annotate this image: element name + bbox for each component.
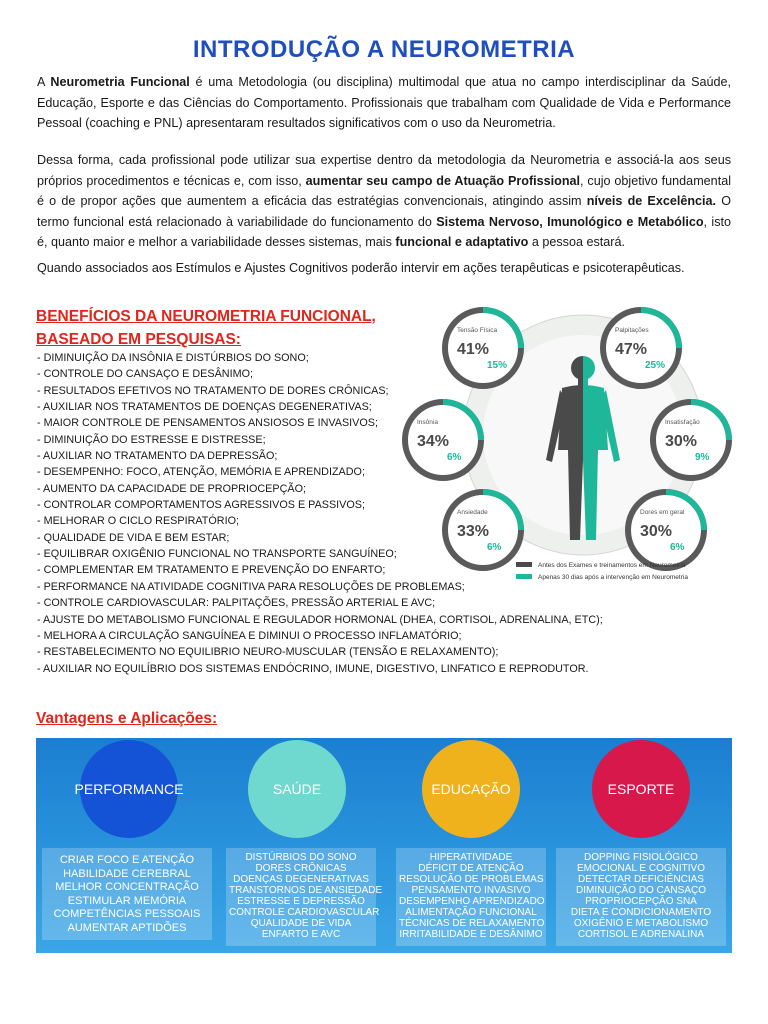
benefit-item: - DESEMPENHO: FOCO, ATENÇÃO, MEMÓRIA E APRENDIZADO; <box>37 466 365 479</box>
stat-label: Insônia <box>417 419 438 426</box>
legend-after-label: Apenas 30 dias após a intervenção em Neurometria <box>538 574 688 581</box>
stat-after-value: 6% <box>670 542 685 553</box>
benefit-item: - CONTROLAR COMPORTAMENTOS AGRESSIVOS E PASSIVOS; <box>37 499 365 512</box>
stat-circle <box>445 310 521 386</box>
category-item: DORES CRÔNICAS <box>255 863 347 874</box>
stat-after-value: 6% <box>487 542 502 553</box>
category-circle: EDUCAÇÃO <box>422 740 520 838</box>
category-circle: SAÚDE <box>248 740 346 838</box>
stat-before-value: 34% <box>417 433 450 450</box>
stat-before-value: 47% <box>615 341 648 358</box>
category-item: HABILIDADE CEREBRAL <box>63 867 191 880</box>
benefit-item: - AUXILIAR NO TRATAMENTO DA DEPRESSÃO; <box>37 450 278 463</box>
text-segment: O termo funcional está relacionado à variabilidade do funcionamento do <box>37 194 732 229</box>
intro-paragraph-3: Quando associados aos Estímulos e Ajustes Cognitivos poderão intervir em ações terapêuticas e psicoterapêuticas. <box>37 261 685 275</box>
text-segment: funcional e adaptativo <box>395 235 529 249</box>
benefit-item: - QUALIDADE DE VIDA E BEM ESTAR; <box>37 531 230 544</box>
text-segment: aumentar seu campo de Atuação Profissional <box>305 173 581 188</box>
category-item: TRANSTORNOS DE ANSIEDADE <box>229 885 383 896</box>
stat-after-value: 15% <box>487 360 508 371</box>
legend-after-swatch <box>516 574 532 579</box>
text-segment: Dessa forma, cada profissional pode utilizar sua expertise dentro da metodologia da Neurometria e associá-la aos seus próprios procedimentos e técnicas e, com isso, <box>37 153 731 188</box>
stat-circle <box>603 310 679 386</box>
category-item: CONTROLE CARDIOVASCULAR <box>229 907 380 918</box>
category-item: DESEMPENHO APRENDIZADO <box>399 896 545 907</box>
benefit-item: - PERFORMANCE NA ATIVIDADE COGNITIVA PARA RESOLUÇÕES DE PROBLEMAS; <box>37 580 465 593</box>
category-item: DOENÇAS DEGENERATIVAS <box>233 874 369 885</box>
stat-before-value: 41% <box>457 341 490 358</box>
category-items-box <box>42 848 212 940</box>
benefit-item: - COMPLEMENTAR EM TRATAMENTO E PREVENÇÃO DO ENFARTO; <box>37 564 386 577</box>
category-circle: ESPORTE <box>592 740 690 838</box>
text-segment: níveis de Excelência. <box>586 194 717 208</box>
text-segment: a pessoa estará. <box>528 235 625 249</box>
intro-paragraph-2 <box>37 150 731 253</box>
category-item: IRRITABILIDADE E DESÂNIMO <box>399 929 543 940</box>
text-segment: Sistema Nervoso, Imunológico e Metabólico <box>436 214 704 229</box>
category-item: MELHOR CONCENTRAÇÃO <box>55 881 199 893</box>
neurometry-results-infographic <box>398 300 768 590</box>
stat-circle <box>628 492 704 568</box>
stat-circle <box>405 402 481 478</box>
stat-before-value: 30% <box>665 433 698 450</box>
category-items-box <box>556 848 726 946</box>
category-item: OXIGÊNIO E METABOLISMO <box>573 918 709 929</box>
stat-label: Ansiedade <box>457 509 488 516</box>
stat-label: Tensão Física <box>457 327 498 334</box>
category-item: HIPERATIVIDADE <box>429 852 513 863</box>
benefit-item: - MAIOR CONTROLE DE PENSAMENTOS ANSIOSOS E INVASIVOS; <box>37 417 378 430</box>
category-item: DETECTAR DEFICIÊNCIAS <box>578 874 704 885</box>
page-title: INTRODUÇÃO A NEUROMETRIA <box>192 36 576 63</box>
benefit-item: - MELHORA A CIRCULAÇÃO SANGUÍNEA E DIMINUI O PROCESSO INFLAMATÓRIO; <box>37 629 462 642</box>
legend-before-label: Antes dos Exames e treinamentos em Neurometria <box>538 562 686 569</box>
category-item: ESTIMULAR MEMÓRIA <box>67 894 187 907</box>
benefit-item: - CONTROLE DO CANSAÇO E DESÂNIMO; <box>37 368 253 381</box>
category-item: ENFARTO E AVC <box>261 929 341 940</box>
intro-paragraph-1 <box>37 72 731 134</box>
category-item: COMPETÊNCIAS PESSOAIS <box>53 908 201 920</box>
category-circle: PERFORMANCE <box>80 740 178 838</box>
category-items-box <box>226 848 383 946</box>
category-item: RESOLUÇÃO DE PROBLEMAS <box>399 874 544 885</box>
benefits-heading-line-1: BENEFÍCIOS DA NEUROMETRIA FUNCIONAL, <box>36 308 376 325</box>
benefits-heading-line-2: BASEADO EM PESQUISAS: <box>36 331 241 348</box>
advantages-banner <box>36 738 732 953</box>
stat-circle <box>653 402 729 478</box>
text-segment: , cujo objetivo fundamental é o de propor ações que aumentem a eficácia das estratégias convencionais, atingindo assim <box>37 173 731 208</box>
benefit-item: - EQUILIBRAR OXIGÊNIO FUNCIONAL NO TRANSPORTE SANGUÍNEO; <box>37 548 397 561</box>
benefits-heading <box>36 305 376 351</box>
category-item: DIMINUIÇÃO DO CANSAÇO <box>575 885 706 896</box>
benefit-item: - MELHORAR O CICLO RESPIRATÓRIO; <box>37 515 239 528</box>
category-item: ESTRESSE E DEPRESSÃO <box>237 896 365 907</box>
text-segment: A <box>37 75 51 89</box>
benefit-item: - RESULTADOS EFETIVOS NO TRATAMENTO DE DORES CRÔNICAS; <box>37 384 389 397</box>
stat-circle <box>445 492 521 568</box>
benefit-item: - CONTROLE CARDIOVASCULAR: PALPITAÇÕES, PRESSÃO ARTERIAL E AVC; <box>37 597 436 610</box>
benefit-item: - DIMINUIÇÃO DO ESTRESSE E DISTRESSE; <box>37 433 266 446</box>
stat-label: Dores em geral <box>640 509 685 516</box>
category-item: DÉFICIT DE ATENÇÃO <box>418 863 524 874</box>
category-item: AUMENTAR APTIDÕES <box>67 921 187 934</box>
stat-before-value: 30% <box>640 523 673 540</box>
benefit-item: - AUXILIAR NO EQUILÍBRIO DOS SISTEMAS ENDÓCRINO, IMUNE, DIGESTIVO, LINFATICO E REPRODUTOR. <box>37 662 589 675</box>
legend-before-swatch <box>516 562 532 567</box>
benefit-item: - RESTABELECIMENTO NO EQUILIBRIO NEURO-MUSCULAR (TENSÃO E RELAXAMENTO); <box>37 646 499 659</box>
category-item: DIETA E CONDICIONAMENTO <box>570 907 712 918</box>
category-item: PENSAMENTO INVASIVO <box>411 885 531 896</box>
category-item: EMOCIONAL E COGNITIVO <box>577 863 705 874</box>
stat-after-value: 9% <box>695 452 710 463</box>
category-item: CORTISOL E ADRENALINA <box>577 929 705 940</box>
benefit-item: - AJUSTE DO METABOLISMO FUNCIONAL E REGULADOR HORMONAL (DHEA, CORTISOL, ADRENALINA, ETC); <box>37 613 603 626</box>
category-item: ALIMENTAÇÃO FUNCIONAL <box>405 907 537 918</box>
benefit-item: - AUMENTO DA CAPACIDADE DE PROPRIOCEPÇÃO; <box>37 482 306 495</box>
category-items-box <box>396 848 546 946</box>
benefit-item: - DIMINUIÇÃO DA INSÔNIA E DISTÚRBIOS DO SONO; <box>37 352 309 364</box>
text-segment: , isto é, quanto maior e melhor a variabilidade desses sistemas, mais <box>37 214 731 249</box>
category-item: TÉCNICAS DE RELAXAMENTO <box>399 918 545 929</box>
category-item: PROPRIOCEPÇÃO SNA <box>585 896 697 907</box>
stat-label: Palpitações <box>615 327 649 334</box>
category-item: DISTÚRBIOS DO SONO <box>245 852 357 863</box>
stat-before-value: 33% <box>457 523 490 540</box>
stat-after-value: 6% <box>447 452 462 463</box>
category-item: QUALIDADE DE VIDA <box>250 918 352 929</box>
stat-after-value: 25% <box>645 360 666 371</box>
advantages-heading: Vantagens e Aplicações: <box>36 710 218 727</box>
text-segment: é uma Metodologia (ou disciplina) multimodal que atua no campo interdisciplinar da Saúde, Educação, Esporte e das Ciências do Comportamento. Profissionais que trabalham com Qualidade de Vida e Performance Pessoal (coaching e PNL) apresentaram resultados significativos com o uso da Neurometria. <box>37 75 731 130</box>
stat-label: Insatisfação <box>665 419 700 426</box>
category-item: CRIAR FOCO E ATENÇÃO <box>59 854 195 866</box>
benefit-item: - AUXILIAR NOS TRATAMENTOS DE DOENÇAS DEGENERATIVAS; <box>37 401 372 414</box>
category-item: DOPPING FISIOLÓGICO <box>584 852 698 863</box>
text-segment: Neurometria Funcional <box>50 75 190 89</box>
